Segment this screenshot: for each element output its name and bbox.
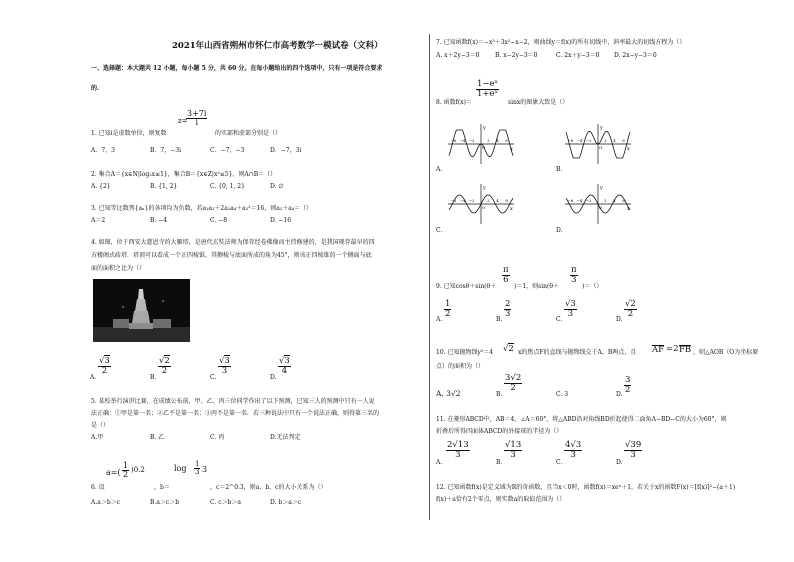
q1-frac-den: i <box>195 118 198 127</box>
tick-label: −2 <box>468 198 475 203</box>
q10-sqrt2 <box>503 345 514 354</box>
y-axis-label: y <box>600 125 603 131</box>
q6-option-d: D. b＞a＞c <box>270 499 302 506</box>
column-divider <box>429 34 430 520</box>
x-axis-label: x <box>627 146 630 152</box>
q1-frac-num: 3+7i <box>187 109 207 118</box>
q4-d-rad: 3 <box>284 356 290 366</box>
q4-option-d <box>278 357 291 375</box>
q8-stem-a: 8. 函数f(x)＝ <box>436 99 472 106</box>
q4-b-rad: 2 <box>164 356 170 366</box>
q11-d-num: √39 <box>625 440 642 450</box>
q10-option-c: C. 3 <box>556 391 569 398</box>
q12-line2: f(x)＋a恰有2个零点，则实数a的取值范围为（） <box>436 496 566 503</box>
q11-c-num: 4√3 <box>565 440 582 450</box>
q9-option-a <box>444 300 451 318</box>
q11-line2: 折叠后所得四面体ABCD的外接球的半径为（） <box>436 428 563 435</box>
q3-option-c: C. −8 <box>210 217 228 224</box>
q10-line1-b: x的焦点F的直线与抛物线交于A，B两点，且 <box>518 349 637 356</box>
q11-option-a <box>446 441 470 459</box>
tick-label: −6 <box>567 198 574 203</box>
section1-line1: 一、选择题：本大题共 12 小题，每小题 5 分，共 60 分。在每小题给出的四个选项中，只有一项是符合要求 <box>91 65 383 72</box>
q9-frac-2 <box>570 266 578 284</box>
tick-label: 2 <box>604 138 607 143</box>
q2-stem: 2. 集合A＝{x∈N|log₂x≤1}，集合B＝{x∈Z|x²≤5}，则A∩B＝（） <box>91 171 277 178</box>
tick-label: 2 <box>487 138 490 143</box>
q1-option-d: D．−7，3i <box>270 147 302 154</box>
q6-option-c: C. c＞b＞a <box>210 499 241 506</box>
q6-a-den: 2 <box>123 470 129 479</box>
q4-line1: 4. 如图，位于西安大慈恩寺的大雁塔，是唐代玄奘法师为保存经卷佛像而主持修建的，是我国现存最早的四 <box>91 239 375 246</box>
q5-line2: 法正确：①甲是第一名；②乙不是第一名；③丙不是第一名．若三种说法中只有一个说法正确，则得第三名的 <box>91 410 380 417</box>
q6-stem-a: 6. 设 <box>91 484 105 491</box>
q10-option-d <box>624 376 631 394</box>
q6-b-den: 3 <box>195 468 200 476</box>
q11-a-den: 3 <box>455 449 461 460</box>
q5-option-a: A.甲 <box>91 434 104 441</box>
pagoda-image <box>93 279 190 342</box>
y-axis-label: y <box>600 185 603 191</box>
q8-fraction <box>476 80 499 98</box>
q11-option-b-label: B. <box>496 459 503 466</box>
q8-option-c-label: C. <box>436 227 443 234</box>
q4-option-a <box>98 357 111 375</box>
q3-option-a: A＝2 <box>91 217 106 224</box>
q5-option-c: C. 丙 <box>210 434 225 441</box>
q8-option-a-label: A. <box>436 166 443 173</box>
tick-label: 6 <box>622 138 625 143</box>
q9-option-c <box>564 300 577 318</box>
y-axis-label: y <box>483 125 486 131</box>
tick-label: 6 <box>622 198 625 203</box>
q11-line1: 11. 在菱形ABCD中，AB＝4，∠A＝60°，将△ABD沿对角线BD折起使得二面角A−BD−C的大小为60°，则 <box>436 416 727 423</box>
q8-graph-d <box>563 182 633 226</box>
q6-a-exp: )0.2 <box>131 466 145 474</box>
q9-option-b <box>504 300 511 318</box>
q9-option-b-label: B. <box>496 316 503 323</box>
origin-label: O <box>482 205 486 210</box>
q3-option-b: B. −4 <box>150 217 168 224</box>
q6-a-prefix: a=( <box>106 468 121 477</box>
q5-option-b: B. 乙 <box>150 434 165 441</box>
tick-label: 4 <box>496 138 499 143</box>
q6-b-prefix: log <box>174 464 187 473</box>
q8-option-b-label: B. <box>556 166 563 173</box>
q9-d1: 6 <box>503 274 509 285</box>
q7-option-b: B. x−2y−3＝0 <box>495 52 538 59</box>
tick-label: −2 <box>585 198 592 203</box>
q6-a-fraction <box>122 462 129 479</box>
q8-frac-num: 1−eˣ <box>477 79 499 89</box>
q9-frac-1 <box>502 266 510 284</box>
section1-line2: 的. <box>91 85 100 92</box>
tick-label: 4 <box>496 198 499 203</box>
page-title: 2021年山西省朔州市怀仁市高考数学一模试卷（文科） <box>172 41 383 51</box>
q9-option-a-label: A. <box>436 316 443 323</box>
q5-line1: 5. 某校举行演讲比赛，在成绩公布前，甲、乙、丙三位同学作出了以下预测，已知三人的预测中只有一人说 <box>91 398 375 405</box>
q9-pi-1: π <box>503 265 509 275</box>
q1-option-b: B．7，−3i <box>150 147 181 154</box>
q7-stem: 7. 已知函数f(x)＝−x³＋3x²−x−2，则曲线y＝f(x)的所有切线中，斜率最大的切线方程为（） <box>436 39 686 46</box>
q5-line3: 是（） <box>91 422 110 429</box>
q9-stem-a: 9. 已知cosθ＋sin(θ＋ <box>436 283 497 290</box>
q9-c-den: 3 <box>567 308 574 319</box>
q6-b-base-fraction <box>194 461 200 476</box>
tick-label: −6 <box>450 138 457 143</box>
q10-vector-af: AF <box>652 345 665 355</box>
q10-option-a: A. 3√2 <box>436 389 461 398</box>
q4-option-b <box>158 357 171 375</box>
tick-label: 4 <box>613 138 616 143</box>
q8-option-d-label: D. <box>556 227 563 234</box>
q7-option-c: C. 2x＋y−3＝0 <box>556 52 600 59</box>
q11-option-c <box>564 441 582 459</box>
q6-stem-c: ，c＝2^0.3，则a、b、c的大小关系为（） <box>210 484 327 491</box>
q9-stem-c: )＝（） <box>582 283 603 290</box>
tick-label: 4 <box>613 198 616 203</box>
q7-option-a: A. x＋2y−3＝0 <box>436 52 480 59</box>
q9-c-num: √3 <box>565 299 576 309</box>
q9-d2: 3 <box>571 274 577 285</box>
q6-b-num: 1 <box>195 460 200 468</box>
q8-graph-b <box>563 122 633 166</box>
q9-a-den: 2 <box>445 308 451 319</box>
q10-b-den: 2 <box>510 382 516 393</box>
tick-label: 2 <box>604 198 607 203</box>
q4-line3: 面的面积之比为（） <box>91 265 146 272</box>
q10-option-d-label: D. <box>616 391 623 398</box>
q11-option-d-label: D. <box>616 459 623 466</box>
tick-label: −2 <box>585 138 592 143</box>
q4-option-a-label: A. <box>90 374 97 381</box>
q9-pi-2: π <box>571 265 577 275</box>
q1-stem-a: 1. 已知i是虚数单位，则复数 <box>91 130 167 137</box>
q9-stem-b: )＝1，则sin(θ＋ <box>514 283 559 290</box>
q9-option-d-label: D. <box>616 316 623 323</box>
q1-option-c: C．−7，−3 <box>210 147 245 154</box>
q1-stem-b: 的实部和虚部分别是（） <box>215 130 282 137</box>
q9-d-den: 2 <box>627 308 634 319</box>
x-axis-label: x <box>510 146 513 152</box>
q2-option-a: A. {2} <box>91 183 111 190</box>
q6-option-a: A.a＞b＞c <box>91 499 121 506</box>
pagoda-photo <box>93 279 190 342</box>
q11-d-den: 3 <box>630 449 636 460</box>
q9-option-c-label: C. <box>556 316 563 323</box>
q9-option-d <box>624 300 637 318</box>
q4-line2: 方楼阁式砖塔．塔顶可以看成一个正四棱锥，其侧棱与底面所成的角为45°，则该正四棱锥的一个侧面与底 <box>91 252 372 259</box>
q11-option-a-label: A. <box>436 459 443 466</box>
q4-option-b-label: B. <box>150 374 157 381</box>
q10-line1-f: ，则△AOB（O为坐标原 <box>693 349 759 356</box>
q10-option-b <box>504 374 522 392</box>
q2-option-c: C. {0, 1, 2} <box>210 183 245 190</box>
q4-b-den: 2 <box>161 365 168 376</box>
q4-d-den: 4 <box>281 365 288 376</box>
q6-a-num: 1 <box>123 461 129 470</box>
q5-option-d: D.无法判定 <box>270 434 301 441</box>
q10-rad: 2 <box>508 344 514 354</box>
q6-stem-b: ，b＝ <box>154 484 170 491</box>
q8-graph-c <box>446 182 516 226</box>
q11-c-den: 3 <box>570 449 576 460</box>
q6-option-b: B.a＞c＞b <box>150 499 180 506</box>
q4-c-rad: 3 <box>224 356 230 366</box>
tick-label: −4 <box>576 138 583 143</box>
q1-fraction <box>186 110 207 127</box>
tick-label: −6 <box>567 138 574 143</box>
tick-label: 2 <box>487 198 490 203</box>
q1-option-a: A．7，3 <box>91 147 115 154</box>
q10-b-num: 3√2 <box>505 373 522 383</box>
q10-option-b-label: B. <box>496 391 503 398</box>
x-axis-label: x <box>510 206 513 212</box>
q8-stem-b: sinx的图象大致是（） <box>508 99 569 106</box>
origin-label: O <box>482 145 486 150</box>
tick-label: −6 <box>450 198 457 203</box>
q11-b-num: √13 <box>505 440 522 450</box>
q9-a-num: 1 <box>445 299 451 309</box>
tick-label: 6 <box>505 138 508 143</box>
q1-z-prefix: z= <box>178 117 188 125</box>
tick-label: −4 <box>459 198 466 203</box>
q2-option-b: B. {1, 2} <box>150 183 178 190</box>
x-axis-label: x <box>627 206 630 212</box>
q2-option-d: D. ∅ <box>270 183 284 190</box>
q11-a-num: 2√13 <box>447 440 469 450</box>
q4-option-c <box>218 357 231 375</box>
q4-b-radical: √ <box>159 356 165 366</box>
tick-label: 6 <box>505 198 508 203</box>
q8-graph-a <box>446 122 516 166</box>
q10-d-num: 3 <box>625 375 631 385</box>
q9-d-num: √2 <box>625 299 636 309</box>
q6-b-arg: 3 <box>202 465 208 474</box>
q10-vector-fb: FB <box>679 345 692 355</box>
q11-option-c-label: C. <box>556 459 563 466</box>
q4-c-den: 3 <box>221 365 228 376</box>
tick-label: −4 <box>459 138 466 143</box>
q9-b-num: 2 <box>505 299 511 309</box>
q11-option-b <box>504 441 522 459</box>
q4-a-den: 2 <box>101 365 108 376</box>
q11-b-den: 3 <box>510 449 516 460</box>
q10-line2: 点）的面积为（） <box>436 363 485 370</box>
q4-option-c-label: C. <box>210 374 217 381</box>
q4-a-radical: √ <box>99 356 105 366</box>
q3-stem: 3. 已知等比数列{aₙ}的各项均为负数，若a₁a₃＋2a₂a₄＋a₃²＝16，则a₂＋a₄＝（） <box>91 205 313 212</box>
q3-option-d: D. −16 <box>270 217 292 224</box>
q9-b-den: 3 <box>505 308 511 319</box>
q4-d-radical: √ <box>279 356 285 366</box>
origin-label: O <box>599 205 603 210</box>
q12-line1: 12. 已知函数f(x)是定义域为R的奇函数，且当x＜0时，函数f(x)＝xeˣ＋1，若关于x的函数F(x)＝[f(x)]²−(a＋1) <box>436 484 736 491</box>
q7-option-d: D. 2x−y−3＝0 <box>614 52 657 59</box>
q10-d-den: 2 <box>625 384 631 395</box>
tick-label: −4 <box>576 198 583 203</box>
q4-c-radical: √ <box>219 356 225 366</box>
q10-line1-a: 10. 已知抛物线y²＝4 <box>436 349 494 356</box>
q11-option-d <box>624 441 642 459</box>
origin-label: O <box>599 145 603 150</box>
q10-eq: =2 <box>666 344 679 354</box>
tick-label: −2 <box>468 138 475 143</box>
q4-a-rad: 3 <box>104 356 110 366</box>
q10-radical: √ <box>503 344 509 354</box>
q4-option-d-label: D. <box>270 374 277 381</box>
q8-frac-den: 1+eˣ <box>477 88 499 99</box>
y-axis-label: y <box>483 185 486 191</box>
